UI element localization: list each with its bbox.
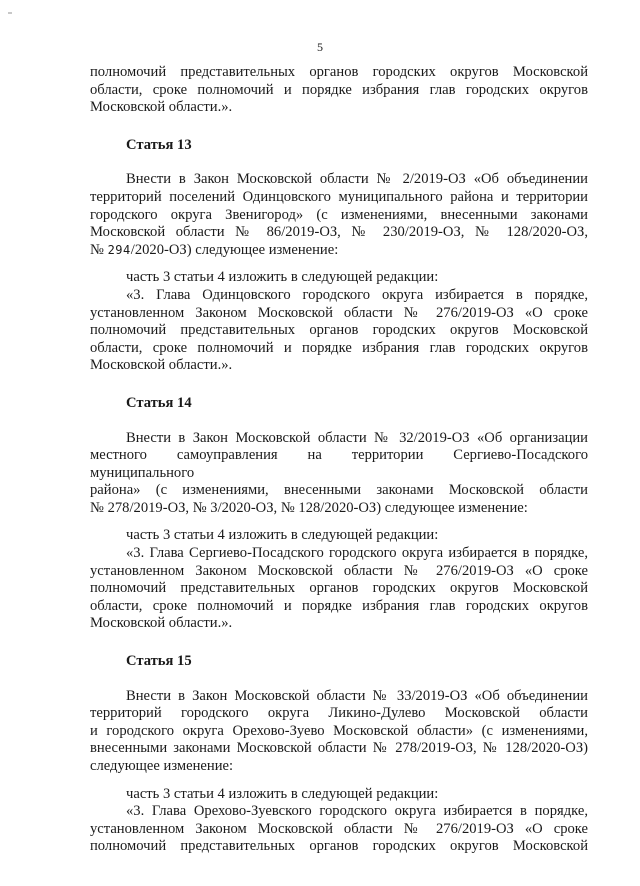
text-line: внесенными законами Московской области № 278/2019-ОЗ, № 128/2020-ОЗ) xyxy=(90,740,588,757)
text-line: установленном Законом Московской области № 276/2019-ОЗ «О сроке xyxy=(90,820,588,837)
article-intro xyxy=(90,171,588,259)
text-line: «3. Глава Сергиево-Посадского городского округа избирается в порядке, xyxy=(126,545,588,562)
document-body xyxy=(90,64,588,856)
amendment-instruction: часть 3 статьи 4 изложить в следующей редакции: xyxy=(126,527,439,544)
text-line: местного самоуправления на территории Сергиево-Посадского муниципального xyxy=(90,447,588,481)
article-intro xyxy=(90,688,588,776)
text-line: «3. Глава Одинцовского городского округа избирается в порядке, xyxy=(126,286,588,303)
text-line: Внести в Закон Московской области № 2/2019-ОЗ «Об объединении xyxy=(126,171,588,188)
text-line: области, сроке полномочий и порядке избрания глав городских округов xyxy=(90,339,588,356)
text-line: области, сроке полномочий и порядке избрания глав городских округов xyxy=(90,81,588,98)
scan-edge-mark xyxy=(8,12,12,14)
text-line: территорий поселений Одинцовского муниципального района и территории xyxy=(90,188,588,205)
text-line: «3. Глава Орехово-Зуевского городского округа избирается в порядке, xyxy=(126,803,588,820)
lead-paragraph xyxy=(90,64,588,117)
text-line: Внести в Закон Московской области № 33/2019-ОЗ «Об объединении xyxy=(126,687,588,704)
article-intro xyxy=(90,430,588,518)
text-line: территорий городского округа Ликино-Дулево Московской области xyxy=(90,705,588,722)
text-line: полномочий представительных органов городских округов Московской xyxy=(90,580,588,597)
text-line: района» (с изменениями, внесенными законами Московской области xyxy=(90,482,588,499)
amendment-quote xyxy=(90,803,588,856)
text-line: области, сроке полномочий и порядке избрания глав городских округов xyxy=(90,597,588,614)
article-heading: Статья 14 xyxy=(126,394,192,411)
amendment-quote xyxy=(90,545,588,633)
text-line: полномочий представительных органов городских округов Московской xyxy=(90,322,588,339)
text-line: полномочий представительных органов городских округов Московской xyxy=(90,64,588,80)
text-line: № 278/2019-ОЗ, № 3/2020-ОЗ, № 128/2020-ОЗ) следующее изменение: xyxy=(90,499,528,516)
article-14 xyxy=(90,395,588,633)
article-13 xyxy=(90,137,588,375)
page-number: 5 xyxy=(317,40,323,54)
article-15 xyxy=(90,653,588,856)
text-line: следующее изменение: xyxy=(90,758,234,774)
amendment-instruction: часть 3 статьи 4 изложить в следующей редакции: xyxy=(126,785,439,802)
text-line: Московской области.». xyxy=(90,615,233,632)
text-line: полномочий представительных органов городских округов Московской xyxy=(90,838,588,855)
text-line xyxy=(90,242,588,260)
handwritten-number: 294 xyxy=(107,242,131,257)
article-heading: Статья 13 xyxy=(126,136,192,153)
text-line: Московской области № 86/2019-ОЗ, № 230/2019-ОЗ, № 128/2020-ОЗ, xyxy=(90,224,588,241)
text-line: городского округа Звенигород» (с изменениями, внесенными законами xyxy=(90,206,588,223)
text-line: и городского округа Орехово-Зуево Московской области» (с изменениями, xyxy=(90,722,588,739)
text-line: установленном Законом Московской области № 276/2019-ОЗ «О сроке xyxy=(90,562,588,579)
text-line: Московской области.». xyxy=(90,99,233,116)
amendment-instruction: часть 3 статьи 4 изложить в следующей редакции: xyxy=(126,269,439,286)
article-heading: Статья 15 xyxy=(126,653,192,670)
text-fragment: № xyxy=(90,241,108,258)
text-fragment: /2020-ОЗ) следующее изменение: xyxy=(130,241,339,258)
text-line: Внести в Закон Московской области № 32/2019-ОЗ «Об организации xyxy=(126,429,588,446)
text-line: Московской области.». xyxy=(90,357,233,374)
text-line: установленном Законом Московской области № 276/2019-ОЗ «О сроке xyxy=(90,304,588,321)
amendment-quote xyxy=(90,287,588,375)
